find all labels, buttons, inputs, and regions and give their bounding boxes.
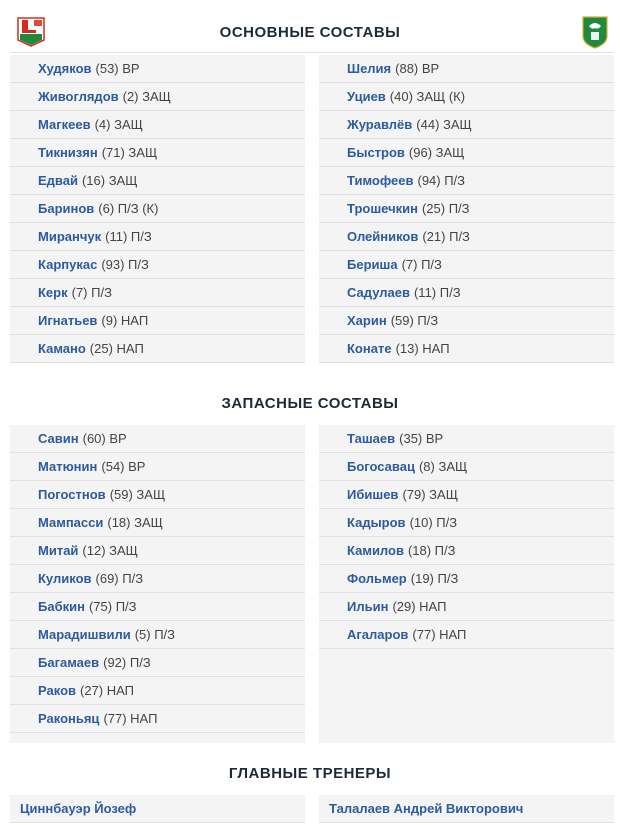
player-name-link[interactable]: Быстров: [347, 145, 405, 160]
player-number-position: (10) П/З: [409, 515, 458, 530]
player-row: [10, 279, 305, 307]
player-number-position: (18) П/З: [407, 543, 456, 558]
away-coach-row: [319, 795, 614, 823]
player-row: [10, 481, 305, 509]
player-name-link[interactable]: Трошечкин: [347, 201, 418, 216]
player-name-link[interactable]: Бериша: [347, 257, 398, 272]
player-name-link[interactable]: Уциев: [347, 89, 386, 104]
player-number-position: (4) ЗАЩ: [94, 117, 143, 132]
player-number-position: (71) ЗАЩ: [101, 145, 158, 160]
player-number-position: (44) ЗАЩ: [416, 117, 472, 132]
player-row: [10, 621, 305, 649]
player-name-link[interactable]: Ибишев: [347, 487, 399, 502]
player-row: [10, 593, 305, 621]
player-number-position: (93) П/З: [101, 257, 149, 272]
player-number-position: (53) ВР: [95, 61, 140, 76]
player-row: [319, 453, 614, 481]
player-name-link[interactable]: Едвай: [38, 173, 78, 188]
player-name-link[interactable]: Баринов: [38, 201, 95, 216]
home-subs-list: [10, 425, 305, 743]
player-number-position: (69) П/З: [95, 571, 144, 586]
player-row: [319, 55, 614, 83]
player-name-link[interactable]: Карпукас: [38, 257, 98, 272]
player-number-position: (5) П/З: [134, 627, 176, 642]
player-name-link[interactable]: Раков: [38, 683, 76, 698]
player-row: [10, 83, 305, 111]
home-starting-list: [10, 55, 305, 363]
player-name-link[interactable]: Марадишвили: [38, 627, 131, 642]
player-row: [10, 677, 305, 705]
player-name-link[interactable]: Кадыров: [347, 515, 406, 530]
player-row: [319, 425, 614, 453]
player-number-position: (59) ЗАЩ: [109, 487, 166, 502]
player-name-link[interactable]: Харин: [347, 313, 387, 328]
player-row: [10, 223, 305, 251]
player-name-link[interactable]: Матюнин: [38, 459, 98, 474]
player-row: [319, 83, 614, 111]
player-number-position: (7) П/З: [401, 257, 442, 272]
away-subs-list: [319, 425, 614, 743]
player-name-link[interactable]: Магкеев: [38, 117, 91, 132]
player-number-position: (6) П/З (К): [98, 201, 159, 216]
player-number-position: (79) ЗАЩ: [402, 487, 458, 502]
player-row: [319, 593, 614, 621]
player-name-link[interactable]: Миранчук: [38, 229, 102, 244]
player-name-link[interactable]: Богосавац: [347, 459, 415, 474]
player-name-link[interactable]: Савин: [38, 431, 79, 446]
player-row: [319, 111, 614, 139]
player-number-position: (21) П/З: [422, 229, 470, 244]
substitutes-title: ЗАПАСНЫЕ СОСТАВЫ: [221, 395, 399, 412]
player-row: [319, 509, 614, 537]
player-name-link[interactable]: Мампасси: [38, 515, 104, 530]
player-name-link[interactable]: Живоглядов: [38, 89, 119, 104]
player-row: [10, 251, 305, 279]
player-number-position: (54) ВР: [101, 459, 146, 474]
player-row: [319, 195, 614, 223]
player-name-link[interactable]: Игнатьев: [38, 313, 98, 328]
player-row: [319, 251, 614, 279]
player-number-position: (75) П/З: [88, 599, 137, 614]
player-number-position: (8) ЗАЩ: [418, 459, 468, 474]
player-number-position: (7) П/З: [71, 285, 112, 300]
home-coach-row: [10, 795, 305, 823]
player-name-link[interactable]: Бабкин: [38, 599, 85, 614]
player-number-position: (12) ЗАЩ: [82, 543, 138, 558]
player-row: [319, 223, 614, 251]
player-number-position: (13) НАП: [395, 341, 450, 356]
player-number-position: (25) П/З: [421, 201, 470, 216]
player-row: [10, 111, 305, 139]
player-name-link[interactable]: Митай: [38, 543, 79, 558]
player-number-position: (9) НАП: [101, 313, 149, 328]
player-name-link[interactable]: Керк: [38, 285, 68, 300]
player-name-link[interactable]: Погостнов: [38, 487, 106, 502]
player-number-position: (16) ЗАЩ: [81, 173, 138, 188]
player-row: [10, 509, 305, 537]
player-row: [10, 139, 305, 167]
player-number-position: (96) ЗАЩ: [408, 145, 465, 160]
player-name-link[interactable]: Камилов: [347, 543, 404, 558]
player-row: [10, 167, 305, 195]
player-number-position: (19) П/З: [410, 571, 459, 586]
player-name-link[interactable]: Олейников: [347, 229, 419, 244]
coaches-title: ГЛАВНЫЕ ТРЕНЕРЫ: [228, 765, 392, 782]
header-divider: [10, 52, 614, 53]
player-number-position: (77) НАП: [412, 627, 467, 642]
player-name-link[interactable]: Садулаев: [347, 285, 410, 300]
player-number-position: (77) НАП: [103, 711, 158, 726]
player-number-position: (2) ЗАЩ: [122, 89, 171, 104]
player-number-position: (11) П/З: [413, 285, 461, 300]
player-name-link[interactable]: Багамаев: [38, 655, 100, 670]
player-number-position: (88) ВР: [395, 61, 440, 76]
player-row: [10, 649, 305, 677]
player-number-position: (92) П/З: [103, 655, 151, 670]
player-name-link[interactable]: Конате: [347, 341, 392, 356]
player-number-position: (35) ВР: [399, 431, 444, 446]
player-row: [10, 537, 305, 565]
player-number-position: (29) НАП: [392, 599, 447, 614]
player-number-position: (18) ЗАЩ: [107, 515, 163, 530]
player-number-position: (25) НАП: [89, 341, 144, 356]
player-row: [10, 425, 305, 453]
player-row: [319, 335, 614, 363]
player-name-link[interactable]: Куликов: [38, 571, 92, 586]
player-row: [10, 335, 305, 363]
player-name-link[interactable]: Тимофеев: [347, 173, 414, 188]
player-name-link[interactable]: Шелия: [347, 61, 392, 76]
player-name-link[interactable]: Агаларов: [347, 627, 409, 642]
player-row: [319, 621, 614, 649]
player-number-position: (11) П/З: [105, 229, 152, 244]
player-number-position: (59) П/З: [390, 313, 439, 328]
away-coach-name[interactable]: Талалаев Андрей Викторович: [329, 801, 524, 816]
player-number-position: (60) ВР: [82, 431, 127, 446]
player-number-position: (27) НАП: [80, 683, 134, 698]
player-row: [319, 167, 614, 195]
away-starting-list: [319, 55, 614, 363]
home-coach-box: [10, 795, 305, 823]
player-name-link[interactable]: Худяков: [38, 61, 92, 76]
home-coach-name[interactable]: Циннбауэр Йозеф: [20, 801, 137, 816]
player-name-link[interactable]: Камано: [38, 341, 86, 356]
player-name-link[interactable]: Журавлёв: [347, 117, 413, 132]
player-name-link[interactable]: Тикнизян: [38, 145, 98, 160]
player-row: [10, 453, 305, 481]
player-number-position: (94) П/З: [417, 173, 466, 188]
player-row: [319, 481, 614, 509]
player-row: [319, 565, 614, 593]
player-row: [319, 279, 614, 307]
player-row: [319, 307, 614, 335]
starting-lineups-title: ОСНОВНЫЕ СОСТАВЫ: [219, 24, 401, 41]
away-coach-box: [319, 795, 614, 823]
player-row: [319, 139, 614, 167]
player-row: [10, 55, 305, 83]
player-row: [10, 195, 305, 223]
player-row: [319, 537, 614, 565]
player-row: [10, 307, 305, 335]
player-row: [10, 565, 305, 593]
player-name-link[interactable]: Фольмер: [347, 571, 407, 586]
player-name-link[interactable]: Ильин: [347, 599, 389, 614]
player-name-link[interactable]: Раконьяц: [38, 711, 100, 726]
player-number-position: (40) ЗАЩ (К): [389, 89, 466, 104]
player-row: [10, 705, 305, 733]
player-name-link[interactable]: Ташаев: [347, 431, 396, 446]
